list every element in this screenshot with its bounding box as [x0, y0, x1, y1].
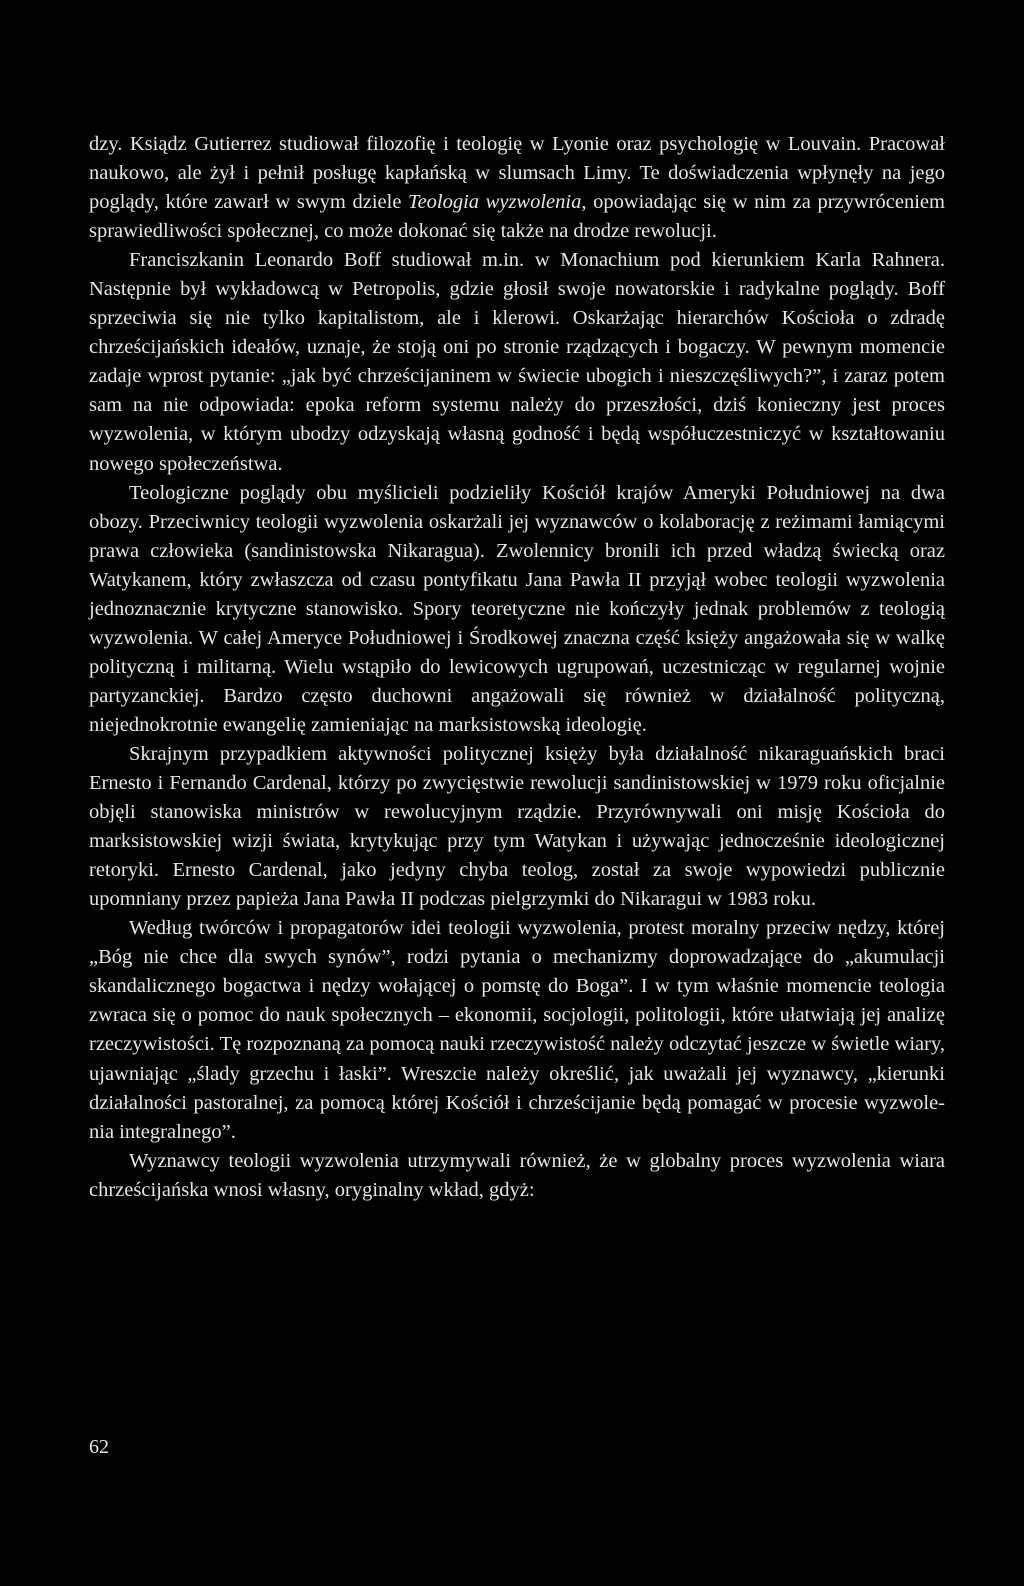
page-number: 62: [89, 1436, 109, 1458]
paragraph: Skrajnym przypadkiem aktywności politycznej księży była działalność nikaraguańskich braci Ernesto i Fernando Cardenal, którzy po zwycięstwie rewolucji sandinistowskiej w 1979 roku oficjalnie objęli stanowiska ministrów w rewolucyjnym rządzie. Przyrównywali oni misję Kościoła do marksistowskiej wizji świata, krytykując przy tym Watykan i używając jednocześnie ideologicznej retoryki. Ernesto Cardenal, jako jedyny chyba teolog, został za swoje wypowiedzi publicznie upomniany przez papieża Jana Pawła II podczas pielgrzymki do Nikaragui w 1983 roku.: [89, 742, 945, 911]
paragraph: Według twórców i propagatorów idei teologii wyzwolenia, protest moralny przeciw nędzy, której „Bóg nie chce dla swych synów”, rodzi pytania o mechanizmy doprowadzające do „akumulacji skandalicznego bogactwa i nędzy wołającej o pomstę do Boga”. I w tym właśnie momencie teologia zwraca się o pomoc do nauk społecznych – ekonomii, socjologii, politologii, które ułatwiają jej analizę rzeczywistości. Tę rozpoznaną za pomocą nauki rzeczywistość należy odczytać jeszcze w świetle wiary, ujawniając „ślady grzechu i łaski”. Wreszcie należy określić, jak uważali jej wyznawcy, „kierunki działalności pastoralnej, za pomocą której Kościół i chrześcijanie będą pomagać w procesie wyzwolenia integralnego”.: [89, 917, 945, 1143]
paragraph: Teologiczne poglądy obu myślicieli podzieliły Kościół krajów Ameryki Południowej na dwa obozy. Przeciwnicy teologii wyzwolenia oskarżali jej wyznawców o kolaborację z reżimami łamiącymi prawa człowieka (sandinistowska Nikaragua). Zwolennicy bronili ich przed władzą świecką oraz Watykanem, który zwłaszcza od czasu pontyfikatu Jana Pawła II przyjął wobec teologii wyzwolenia jednoznacznie krytyczne stanowisko. Spory teoretyczne nie kończyły jednak problemów z teologią wyzwolenia. W całej Ameryce Południowej i Środkowej znaczna część księży angażowała się w walkę polityczną i militarną. Wielu wstąpiło do lewicowych ugrupowań, uczestnicząc w regularnej wojnie partyzanckiej. Bardzo często duchowni angażowali się również w działalność polityczną, niejednokrotnie ewangelię zamieniając na marksistowską ideologię.: [89, 481, 945, 736]
paragraph-text: dzy. Ksiądz Gutierrez studiował filozofię i teologię w Lyonie oraz psychologię w Louvain. Pracował naukowo, ale żył i pełnił posługę kapłańską w slumsach Limy. Te doświadczenia wpłynęły na jego poglądy, które zawarł w swym dziele: [89, 133, 945, 214]
paragraph: [89, 130, 945, 246]
book-title: Teologia wyzwolenia: [408, 191, 582, 214]
body-text: [89, 130, 945, 1205]
paragraph: Wyznawcy teologii wyzwolenia utrzymywali również, że w globalny proces wyzwolenia wiara chrześcijańska wnosi własny, oryginalny wkład, gdyż:: [89, 1149, 945, 1201]
paragraph-text: , opowiadając się w nim za przywróceniem sprawiedliwości społecznej, co może dokonać się także na drodze rewolucji.: [89, 191, 945, 243]
paragraph: Franciszkanin Leonardo Boff studiował m.in. w Monachium pod kierunkiem Karla Rahnera. Następnie był wykładowcą w Petropolis, gdzie głosił swoje nowatorskie i radykalne poglądy. Boff sprzeciwia się nie tylko kapitalistom, ale i klerowi. Oskarżając hierarchów Kościoła o zdradę chrześcijańskich ideałów, uznaje, że stoją oni po stronie rządzących i bogaczy. W pewnym momencie zadaje wprost pytanie: „jak być chrześcijaninem w świecie ubogich i nieszczęśliwych?”, i zaraz potem sam na nie odpowiada: epoka reform systemu należy do przeszłości, dziś konieczny jest proces wyzwolenia, w którym ubodzy odzyskają własną godność i będą współuczestniczyć w kształtowaniu nowego społeczeństwa.: [89, 249, 945, 475]
